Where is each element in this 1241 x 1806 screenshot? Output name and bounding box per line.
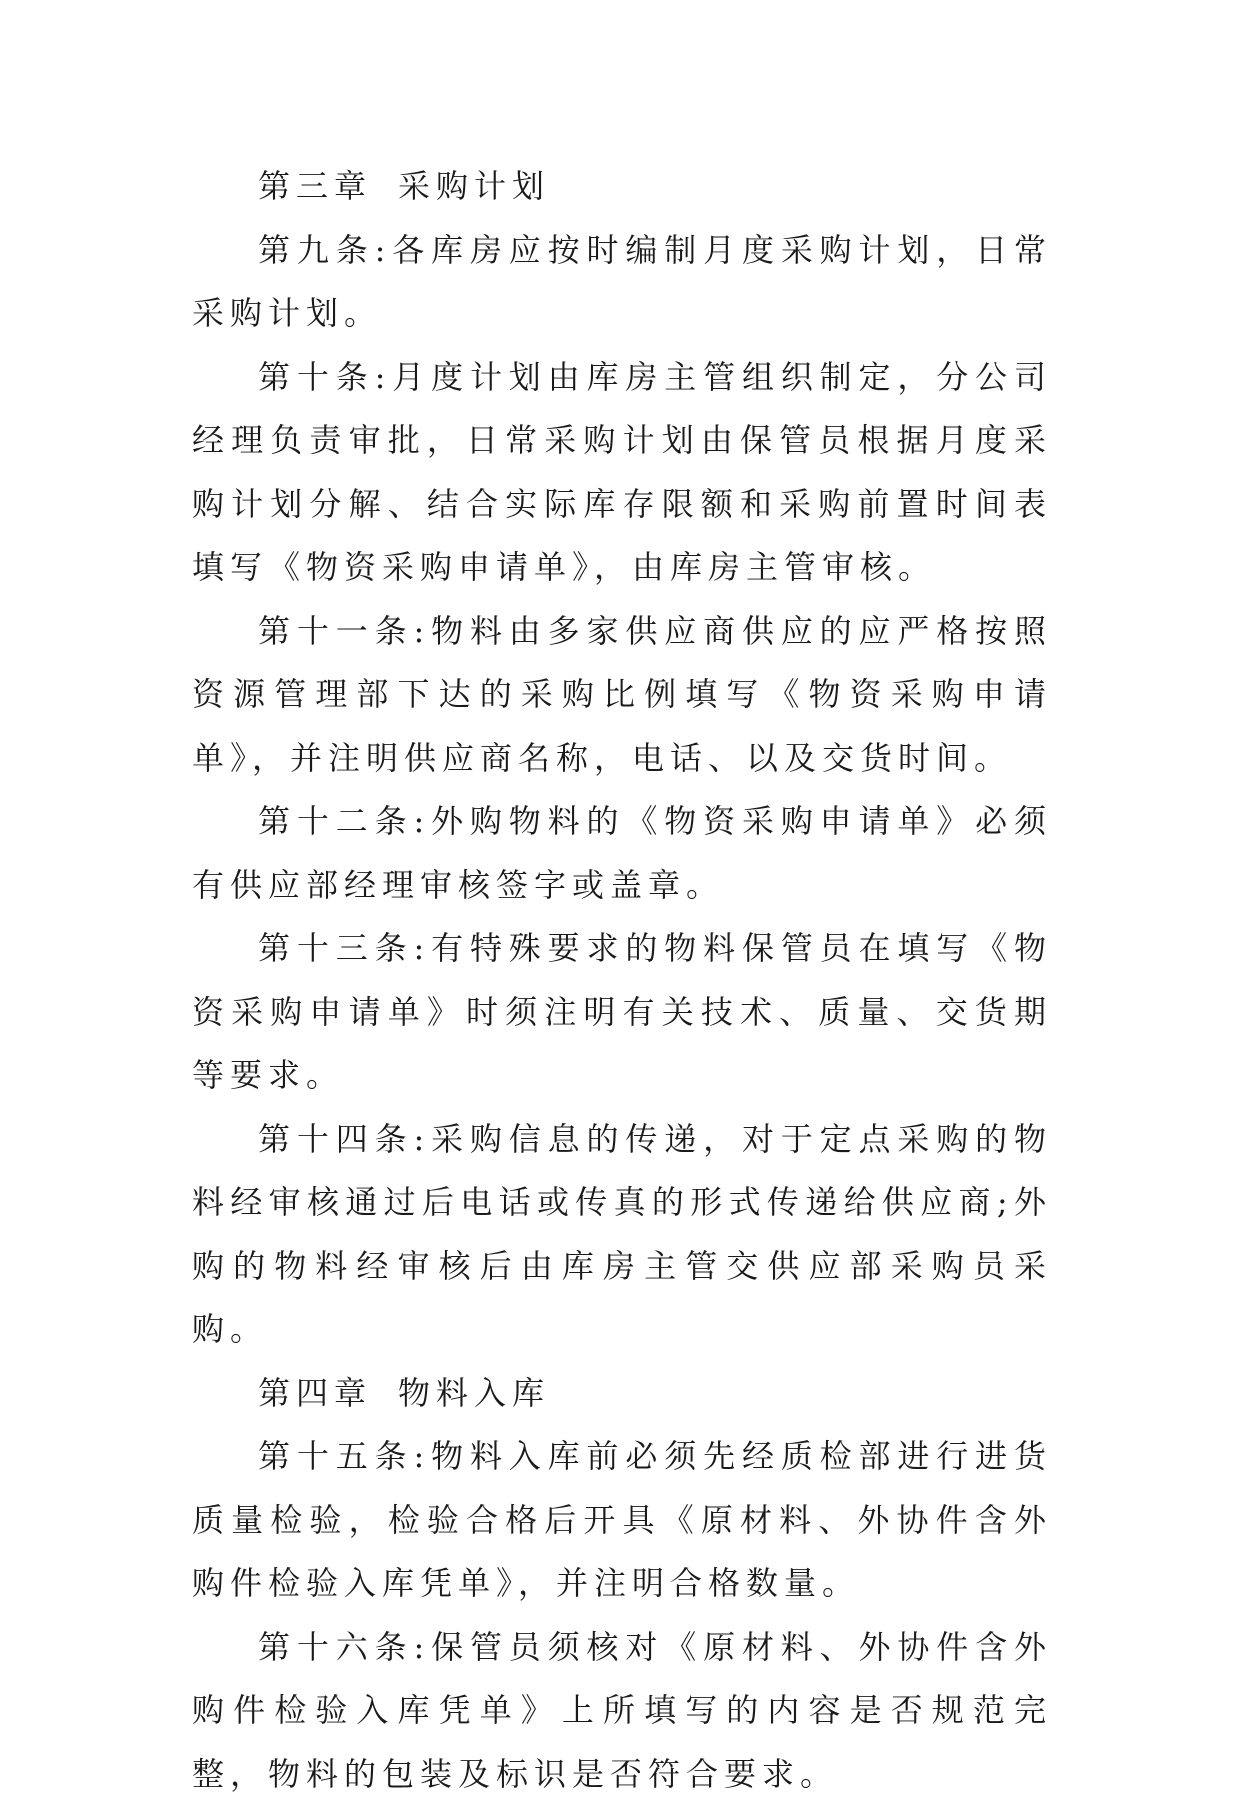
chapter-heading-3: [192, 155, 1052, 219]
article-14: 第十四条:采购信息的传递，对于定点采购的物料经审核通过后电话或传真的形式传递给供应商;外购的物料经审核后由库房主管交供应部采购员采购。: [192, 1108, 1052, 1362]
chapter-title: 采购计划: [398, 167, 550, 205]
document-body: [192, 155, 1052, 1806]
article-13: 第十三条:有特殊要求的物料保管员在填写《物资采购申请单》时须注明有关技术、质量、交货期等要求。: [192, 917, 1052, 1108]
article-15: 第十五条:物料入库前必须先经质检部进行进货质量检验，检验合格后开具《原材料、外协件含外购件检验入库凭单》，并注明合格数量。: [192, 1425, 1052, 1616]
chapter-number: 第三章: [258, 167, 372, 205]
article-12: 第十二条:外购物料的《物资采购申请单》必须有供应部经理审核签字或盖章。: [192, 790, 1052, 917]
article-9: 第九条:各库房应按时编制月度采购计划，日常采购计划。: [192, 219, 1052, 346]
article-11: 第十一条:物料由多家供应商供应的应严格按照资源管理部下达的采购比例填写《物资采购申请单》，并注明供应商名称，电话、以及交货时间。: [192, 600, 1052, 791]
chapter-heading-4: [192, 1362, 1052, 1426]
chapter-title: 物料入库: [398, 1374, 550, 1412]
article-16: 第十六条:保管员须核对《原材料、外协件含外购件检验入库凭单》上所填写的内容是否规范完整，物料的包装及标识是否符合要求。: [192, 1616, 1052, 1806]
chapter-number: 第四章: [258, 1374, 372, 1412]
article-10: 第十条:月度计划由库房主管组织制定，分公司经理负责审批，日常采购计划由保管员根据月度采购计划分解、结合实际库存限额和采购前置时间表填写《物资采购申请单》，由库房主管审核。: [192, 346, 1052, 600]
